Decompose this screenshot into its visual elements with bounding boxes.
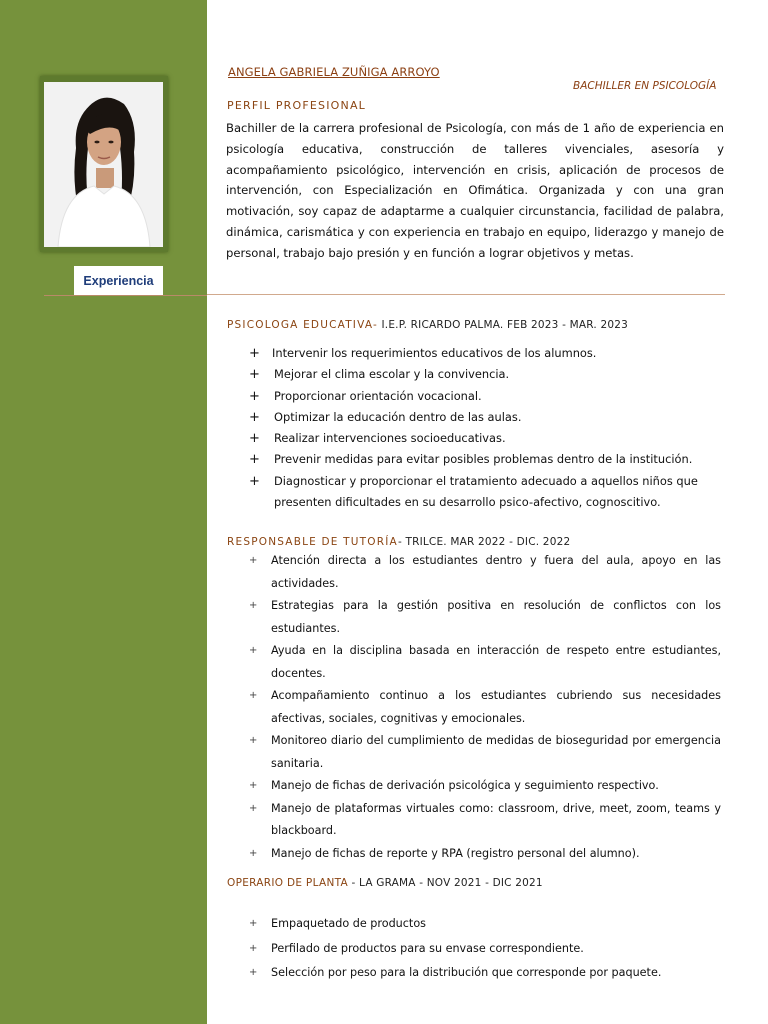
plus-bullet-icon: + [249, 847, 258, 859]
job-3-list [249, 912, 721, 986]
plus-bullet-icon: + [249, 388, 260, 404]
profile-heading: PERFIL PROFESIONAL [227, 99, 367, 112]
plus-bullet-icon: + [249, 555, 258, 566]
list-item: + Manejo de fichas de derivación psicológica y seguimiento respectivo. [249, 775, 721, 798]
photo-frame [40, 76, 168, 252]
plus-bullet-icon: + [249, 942, 258, 954]
job-meta: - LA GRAMA - NOV 2021 - DIC 2021 [347, 877, 543, 889]
plus-bullet-icon: + [249, 735, 258, 746]
plus-bullet-icon: + [249, 452, 260, 468]
list-item: + Manejo de fichas de reporte y RPA (registro personal del alumno). [249, 843, 721, 866]
section-divider [207, 294, 725, 295]
job-2-list [249, 550, 721, 865]
job-title: RESPONSABLE DE TUTORÍA [227, 536, 398, 548]
job-meta: I.E.P. RICARDO PALMA. FEB 2023 - MAR. 2023 [377, 319, 628, 331]
list-item: + Prevenir medidas para evitar posibles problemas dentro de la institución. [249, 449, 704, 470]
job-meta: - TRILCE. MAR 2022 - DIC. 2022 [397, 536, 571, 548]
plus-bullet-icon: + [249, 645, 258, 656]
job-title: PSICOLOGA EDUCATIVA- [227, 319, 378, 331]
full-name: ANGELA GABRIELA ZUÑIGA ARROYO [228, 65, 440, 79]
plus-bullet-icon: + [249, 346, 260, 361]
plus-bullet-icon: + [249, 780, 258, 791]
list-item: + Empaquetado de productos [249, 912, 721, 937]
list-item: + Perfilado de productos para su envase correspondiente. [249, 937, 721, 962]
job-header-psicologa [227, 319, 628, 331]
list-item: + Atención directa a los estudiantes dentro y fuera del aula, apoyo en las actividades. [249, 550, 721, 595]
plus-bullet-icon: + [249, 802, 258, 814]
list-item: + Acompañamiento continuo a los estudiantes cubriendo sus necesidades afectivas, sociales, cognitivas y emocionales. [249, 685, 721, 730]
list-item: + Optimizar la educación dentro de las aulas. [249, 407, 704, 428]
plus-bullet-icon: + [249, 690, 258, 701]
list-item: + Mejorar el clima escolar y la convivencia. [249, 364, 704, 385]
plus-bullet-icon: + [249, 473, 260, 489]
list-item: + Ayuda en la disciplina basada en interacción de respeto entre estudiantes, docentes. [249, 640, 721, 685]
job-header-tutoria [227, 536, 570, 548]
list-item: + Diagnosticar y proporcionar el tratamiento adecuado a aquellos niños que presenten dificultades en su desarrollo psico-afectivo, cognoscitivo. [249, 471, 704, 514]
plus-bullet-icon: + [249, 918, 258, 929]
plus-bullet-icon: + [249, 409, 260, 425]
sidebar [0, 0, 207, 1024]
degree-title: BACHILLER EN PSICOLOGÍA [573, 80, 717, 92]
list-item: + Monitoreo diario del cumplimiento de medidas de bioseguridad por emergencia sanitaria. [249, 730, 721, 775]
list-item: + Intervenir los requerimientos educativos de los alumnos. [249, 343, 704, 364]
plus-bullet-icon: + [249, 431, 260, 447]
job-header-operario [227, 877, 543, 889]
list-item: + Estrategias para la gestión positiva en resolución de conflictos con los estudiantes. [249, 595, 721, 640]
list-item: + Manejo de plataformas virtuales como: classroom, drive, meet, zoom, teams y blackboard. [249, 798, 721, 843]
job-title: OPERARIO DE PLANTA [227, 877, 348, 889]
plus-bullet-icon: + [249, 967, 258, 978]
plus-bullet-icon: + [249, 600, 258, 611]
list-item: + Proporcionar orientación vocacional. [249, 386, 704, 407]
list-item: + Selección por peso para la distribución que corresponde por paquete. [249, 961, 721, 986]
list-item: + Realizar intervenciones socioeducativas. [249, 428, 704, 449]
sidebar-divider [44, 295, 207, 296]
profile-summary: Bachiller de la carrera profesional de Psicología, con más de 1 año de experiencia en psicología educativa, construcción de talleres vivenciales, asesoría y acompañamiento psicológico, intervención en crisis, aplicación de procesos de intervención, con Especialización en Ofimática. Organizada y con una gran motivación, soy capaz de adaptarme a cualquier circunstancia, facilidad de palabra, dinámica, carismática y con experiencia en trabajo en equipo, liderazgo y manejo de personal, trabajo bajo presión y en función a lograr objetivos y metas. [226, 121, 724, 260]
profile-photo [44, 82, 163, 247]
plus-bullet-icon: + [249, 367, 260, 383]
experience-tab[interactable]: Experiencia [74, 266, 163, 295]
job-1-list [249, 343, 704, 513]
